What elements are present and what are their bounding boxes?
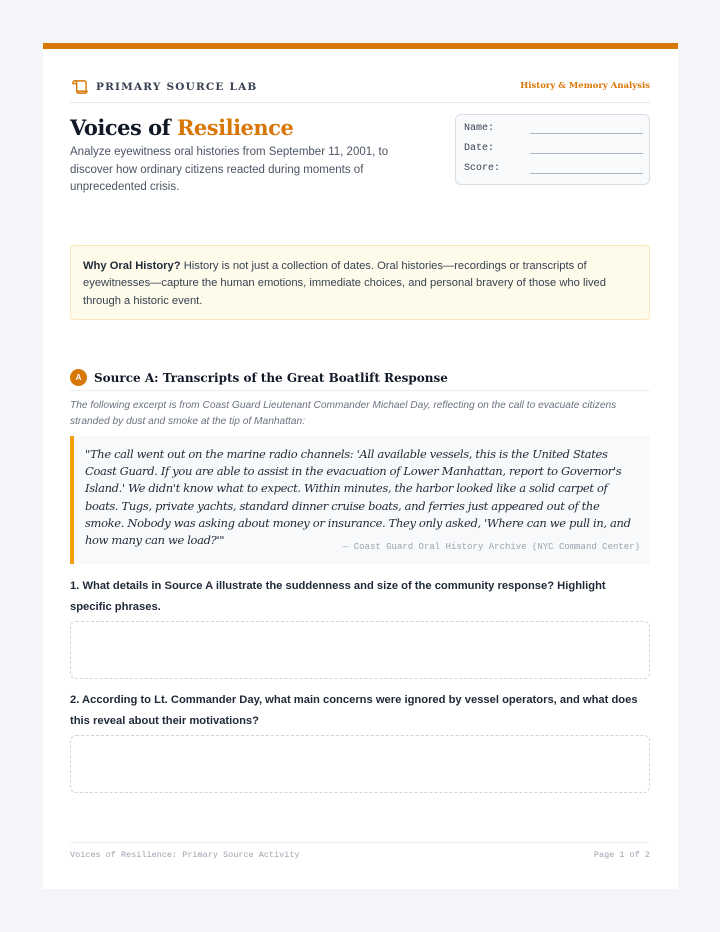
score-label: Score: bbox=[464, 163, 501, 174]
question-2: 2. According to Lt. Commander Day, what main concerns were ignored by vessel operators, and what does this reveal about their motivations? bbox=[70, 694, 638, 727]
name-row bbox=[464, 123, 643, 134]
section-a-header bbox=[70, 369, 448, 386]
quote-source: — Coast Guard Oral History Archive (NYC Command Center) bbox=[342, 542, 640, 552]
date-field[interactable] bbox=[530, 153, 643, 154]
why-oral-history-callout bbox=[70, 245, 650, 320]
name-field[interactable] bbox=[530, 133, 643, 134]
page-number: Page 1 of 2 bbox=[593, 850, 650, 860]
page-title bbox=[70, 115, 293, 140]
callout-heading: Why Oral History? bbox=[83, 260, 181, 272]
date-label: Date: bbox=[464, 143, 495, 154]
score-field[interactable] bbox=[530, 173, 643, 174]
section-title: Source A: Transcripts of the Great Boatlift Response bbox=[94, 370, 448, 385]
title-accent: Resilience bbox=[176, 115, 294, 140]
source-quote bbox=[70, 436, 650, 564]
header-divider bbox=[70, 102, 650, 103]
callout-text: History is not just a collection of dates. Oral histories—recordings or transcripts of eyewitnesses—capture the human emotions, immediate choices, and personal bravery of those who lived through a historic event. bbox=[83, 260, 606, 307]
footer-divider bbox=[70, 842, 650, 843]
answer-box-2[interactable] bbox=[70, 735, 650, 793]
title-lead: Voices of bbox=[70, 115, 177, 140]
section-badge: A bbox=[70, 369, 87, 386]
date-row bbox=[464, 143, 643, 154]
page-subtitle: Analyze eyewitness oral histories from September 11, 2001, to discover how ordinary citizens reacted during moments of unprecedented crisis. bbox=[70, 146, 389, 193]
quote-text: "The call went out on the marine radio channels: 'All available vessels, this is the United States Coast Guard. If you are able to assist in the evacuation of Lower Manhattan, report to Governor's Island.' We didn't know what to expect. Within minutes, the harbor looked like a solid carpet of boats. Tugs, private yachts, standard dinner cruise boats, and ferries just appeared out of the smoke. Nobody was asking about money or insurance. They only asked, 'Where can we pull in, and how many can we load?'" bbox=[85, 447, 631, 548]
student-info-card bbox=[455, 114, 650, 185]
score-row bbox=[464, 163, 643, 174]
name-label: Name: bbox=[464, 123, 495, 134]
footer-title: Voices of Resilience: Primary Source Activity bbox=[70, 850, 300, 860]
document-tag: History & Memory Analysis bbox=[520, 81, 650, 91]
brand bbox=[71, 79, 258, 95]
brand-name: PRIMARY SOURCE LAB bbox=[96, 81, 258, 93]
question-1: 1. What details in Source A illustrate the suddenness and size of the community response? Highlight specific phrases. bbox=[70, 580, 606, 613]
scroll-icon bbox=[71, 79, 88, 95]
section-divider bbox=[70, 390, 650, 391]
worksheet-page bbox=[43, 43, 678, 889]
accent-top-bar bbox=[43, 43, 678, 49]
source-intro: The following excerpt is from Coast Guard Lieutenant Commander Michael Day, reflecting on the call to evacuate citizens stranded by dust and smoke at the tip of Manhattan: bbox=[70, 400, 617, 427]
answer-box-1[interactable] bbox=[70, 621, 650, 679]
